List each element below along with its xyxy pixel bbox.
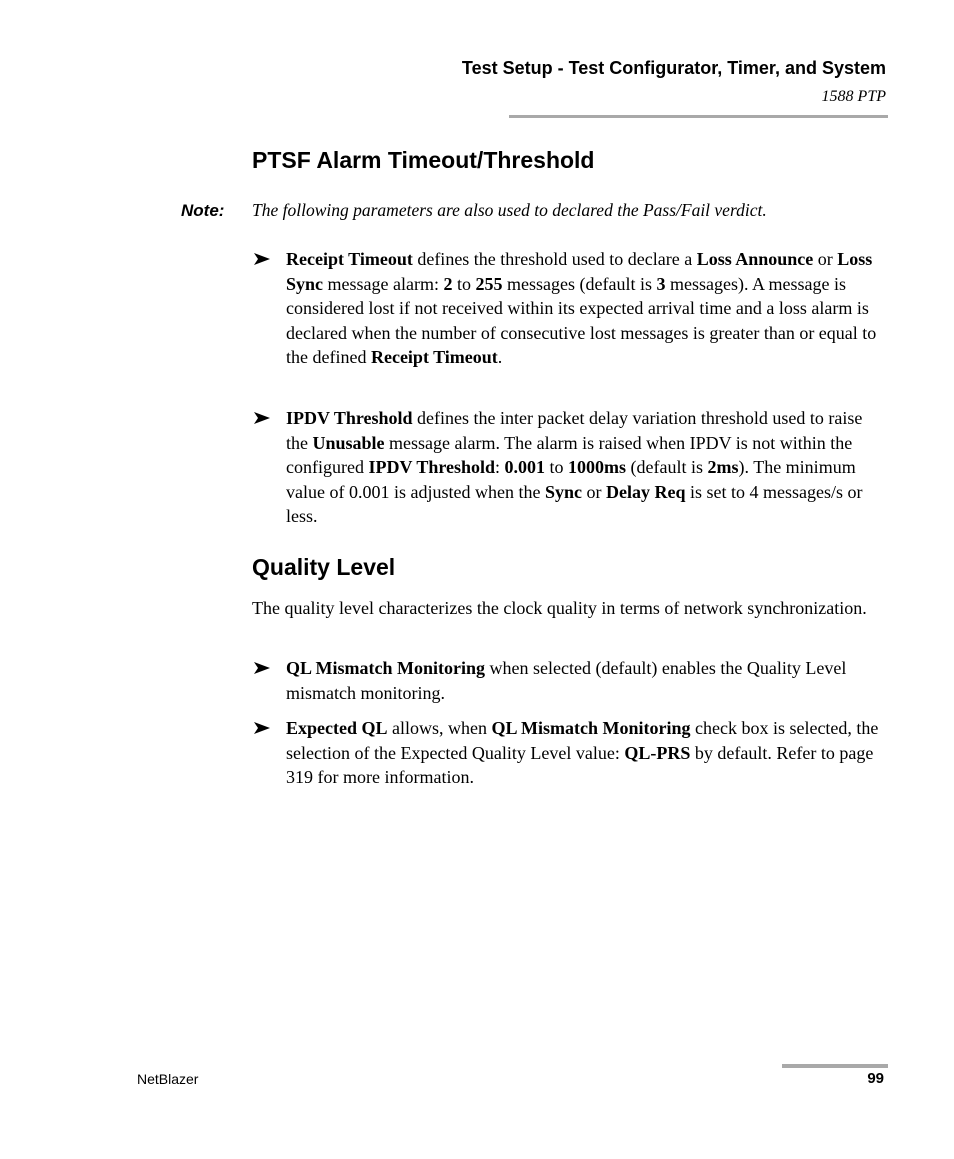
bold-term: 3 [656, 273, 666, 294]
bold-term: IPDV Threshold [368, 457, 496, 478]
bold-term: QL-PRS [624, 742, 691, 763]
page-number: 99 [867, 1070, 884, 1087]
bullet-text: Receipt Timeout defines the threshold used to declare a Loss Announce or Loss Sync message alarm: 2 to 255 messages (default is 3 messages). A message is considered lost if not received within its expected arrival time and a loss alarm is declared when the number of consecutive lost messages is greater than or equal to the defined Receipt Timeout. [286, 249, 877, 368]
bullet-expected-ql [252, 716, 888, 790]
bullet-arrow-icon [252, 408, 272, 428]
footer-rule [782, 1064, 888, 1068]
bullet-text: Expected QL allows, when QL Mismatch Monitoring check box is selected, the selection of the Expected Quality Level value: QL-PRS by default. Refer to page 319 for more information. [286, 718, 879, 788]
bold-term: Loss Announce [696, 249, 814, 269]
bold-term: 2ms [707, 457, 739, 478]
bullet-arrow-icon [252, 658, 272, 678]
bold-term: Expected QL [286, 718, 388, 738]
bold-term: Loss Sync [286, 249, 873, 294]
bullet-arrow-icon [252, 718, 272, 738]
bold-term: 2 [443, 273, 453, 294]
bullet-text: QL Mismatch Monitoring when selected (default) enables the Quality Level mismatch monitoring. [286, 658, 847, 703]
bullet-arrow-icon [252, 249, 272, 269]
bold-term: QL Mismatch Monitoring [286, 658, 485, 678]
section-heading-ptsf: PTSF Alarm Timeout/Threshold [252, 147, 595, 173]
running-header-subtitle: 1588 PTP [821, 88, 886, 105]
bold-term: 255 [475, 273, 503, 294]
bold-term: 0.001 [504, 457, 546, 478]
bold-term: Receipt Timeout [370, 347, 498, 368]
note-label: Note: [181, 201, 225, 220]
running-header-title: Test Setup - Test Configurator, Timer, and System [461, 58, 886, 78]
bold-term: Sync [544, 481, 582, 502]
bullet-ql-mismatch [252, 656, 888, 705]
bullet-receipt-timeout [252, 247, 888, 370]
bold-term: Receipt Timeout [286, 249, 413, 269]
footer-product-name: NetBlazer [137, 1071, 199, 1087]
header-rule [509, 115, 888, 118]
bold-term: QL Mismatch Monitoring [491, 718, 691, 738]
bold-term: Unusable [312, 432, 385, 453]
bold-term: 1000ms [568, 457, 627, 478]
note-text: The following parameters are also used to declared the Pass/Fail verdict. [252, 200, 767, 220]
quality-level-intro: The quality level characterizes the clock quality in terms of network synchronization. [252, 598, 867, 618]
section-heading-quality-level: Quality Level [252, 554, 396, 580]
bold-term: IPDV Threshold [286, 408, 413, 428]
bullet-ipdv-threshold [252, 406, 888, 529]
bold-term: Delay Req [605, 481, 686, 502]
bullet-text: IPDV Threshold defines the inter packet delay variation threshold used to raise the Unusable message alarm. The alarm is raised when IPDV is not within the configured IPDV Threshold: 0.001 to 1000ms (default is 2ms). The minimum value of 0.001 is adjusted when the Sync or Delay Req is set to 4 messages/s or less. [286, 408, 863, 527]
